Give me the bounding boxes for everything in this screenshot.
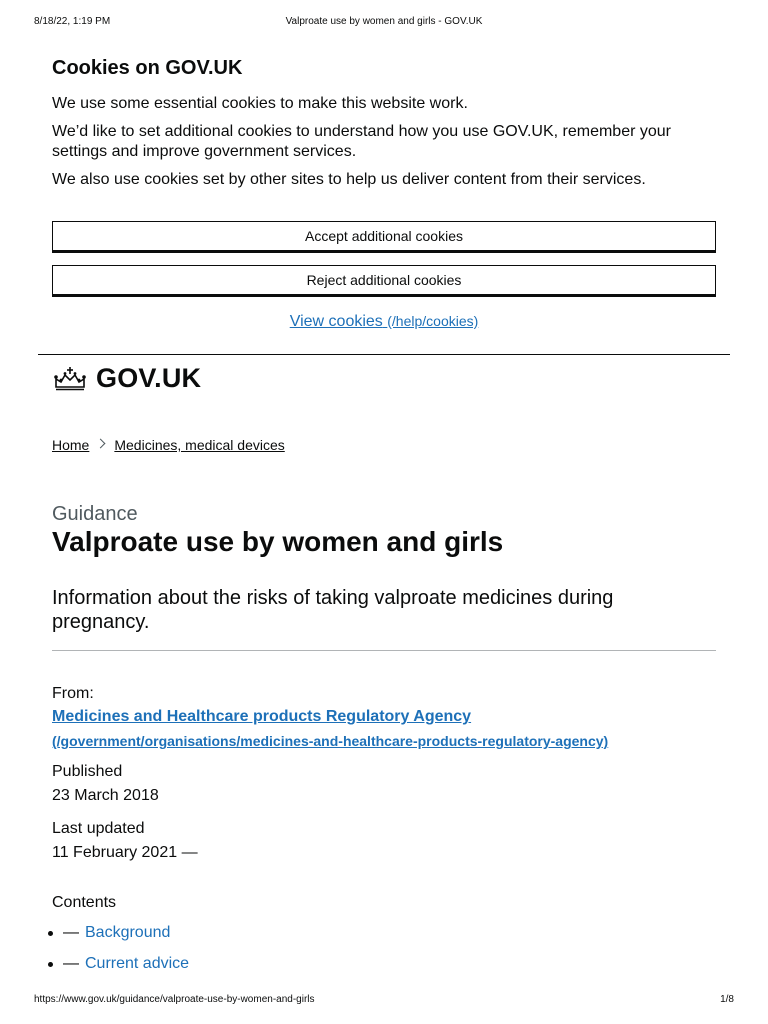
contents-link-current-advice[interactable]: Current advice xyxy=(85,955,190,972)
view-cookies-link[interactable] xyxy=(290,313,479,330)
bullet-icon xyxy=(48,931,53,936)
breadcrumb xyxy=(52,437,285,453)
chevron-right-icon xyxy=(96,438,106,448)
section-divider xyxy=(52,650,716,651)
contents-dash: — xyxy=(63,955,79,972)
crown-icon xyxy=(52,364,88,392)
published-label: Published xyxy=(52,763,123,780)
contents-list xyxy=(52,922,189,984)
view-cookies-href: (/help/cookies) xyxy=(387,313,479,329)
last-updated-date: 11 February 2021 — xyxy=(52,844,198,861)
breadcrumb-medicines[interactable]: Medicines, medical devices xyxy=(114,437,285,453)
header-divider xyxy=(38,354,730,355)
breadcrumb-home[interactable]: Home xyxy=(52,437,90,453)
organisation-name: Medicines and Healthcare products Regulatory Agency xyxy=(52,708,472,725)
accept-cookies-button[interactable]: Accept additional cookies xyxy=(52,221,716,251)
bullet-icon xyxy=(48,962,53,967)
print-page-count: 1/8 xyxy=(720,994,734,1005)
govuk-logo-text: GOV.UK xyxy=(96,362,202,393)
view-cookies-link-container xyxy=(52,313,716,331)
contents-item xyxy=(52,953,189,984)
contents-dash: — xyxy=(63,924,79,941)
view-cookies-label: View cookies xyxy=(289,313,383,330)
contents-heading: Contents xyxy=(52,894,117,911)
cookie-text-essential: We use some essential cookies to make this website work. xyxy=(52,95,468,112)
print-url: https://www.gov.uk/guidance/valproate-use-by-women-and-girls xyxy=(34,994,315,1005)
contents-item xyxy=(52,922,189,953)
page-title: Valproate use by women and girls xyxy=(52,526,504,557)
contents-link-background[interactable]: Background xyxy=(85,924,171,941)
last-updated-label: Last updated xyxy=(52,820,145,837)
cookie-text-additional: We’d like to set additional cookies to understand how you use GOV.UK, remember your settings and improve government services. xyxy=(52,123,671,160)
organisation-link[interactable] xyxy=(52,708,716,752)
reject-cookies-button[interactable]: Reject additional cookies xyxy=(52,265,716,295)
page-caption: Guidance xyxy=(52,503,138,525)
cookie-banner xyxy=(52,56,716,330)
print-page-title: Valproate use by women and girls - GOV.UK xyxy=(285,16,483,27)
published-date: 23 March 2018 xyxy=(52,787,159,804)
from-label: From: xyxy=(52,685,94,702)
organisation-link-container xyxy=(52,706,716,752)
govuk-logo-link[interactable] xyxy=(52,362,201,394)
organisation-href: (/government/organisations/medicines-and-healthcare-products-regulatory-agency) xyxy=(52,733,609,749)
print-datetime: 8/18/22, 1:19 PM xyxy=(34,16,111,27)
cookie-banner-heading: Cookies on GOV.UK xyxy=(52,57,243,79)
page-lede: Information about the risks of taking valproate medicines during pregnancy. xyxy=(52,587,614,633)
cookie-text-third-party: We also use cookies set by other sites to help us deliver content from their services. xyxy=(52,171,646,188)
